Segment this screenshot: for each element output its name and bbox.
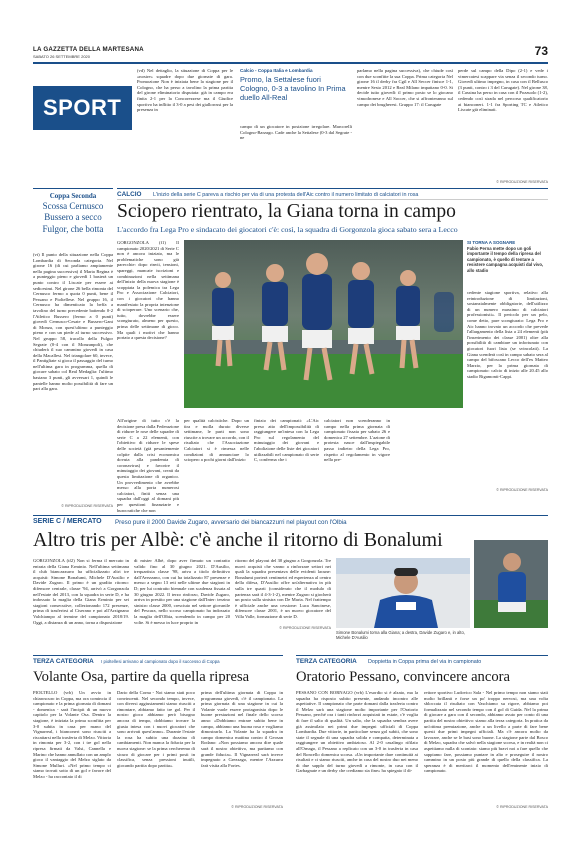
terza-left-title: Volante Osa, partire da quella ripresa	[33, 669, 250, 685]
terza-left-tag-bar	[33, 655, 283, 667]
terza-right-col-1: PESSANO CON BORNAGO (vrb) L'esordio si è alzato, ma la squadra ha risposto subito presente, andando incontro alle aspettative. Il campionato che parte domani dalla trasferta contro il Melzo sarà una stagione molto importante per l'Oratorio Pessano, perché ora i tanti rinforzi acquistati in estate, c'è voglia di fare il salto di qualità. Un salto, che la squadra sembra avere già assimilato nei primi due impegni ufficiali di Coppa Lombardia. Due vittorie, in particolare senza gol subiti, che sono state il segnale di una squadra solida e compatta, determinata a raggiungere un obiettivo ambizioso. Al 2-0 casalingo rifilato all'Ornago, il Pessano a replicato con un 3-0 in trasferta in casa del Roncello domenica scorsa. «Un importante dare continuità ai risultati e ci siamo riusciti, anche in casa del nostro duo nei meno di due sapplo del turno giovedì a rimonte, in casa con il Garbagnate e un derby che crediamo sia fine» ha spiegato il di-	[296, 690, 418, 774]
main-story-tag: CALCIO	[117, 191, 142, 198]
seriec-photo-right	[474, 540, 548, 628]
seriec-col-2: di mister Albè, dopo aver firmato un contratto valido fino al 30 giugno 2021. D'Ausilio, trequartista classe '98, ariva a titolo definitivo dall'Avezzano, con cui ha totalizzato 87 presenze e messo a segno 13 reti nelle ultime due stagioni in D; per lui contratto biennale con scadenza fissata al 30 giugno 2022. Il terzo rinforzo, Davide Zugaro, arriva in prestito per una stagione dall'Inter: terzino sinistro classe 2000, cresciuto nel settore giovanile del Pescara, nello scorso campionato ha indossato la maglia dell'Olbia, scendendo in campo per 20 volte. Si è messo in luce proprio in	[134, 558, 230, 625]
main-story-title: Sciopero rientrato, la Giana torna in campo	[117, 201, 456, 222]
main-col-2: All'origine di tutto c'è la decisione presa dalla Federazione di ridurre le rose delle squadre di serie C a 22 elementi, con l'obiettivo di ridurre le spese delle società (già pesantemente colpite dalla crisi economica dovuta alla pandemia di coronavirus) e favorire il minutaggio dei giovani, creati da questa limitazione di organico. Un provvedimento che avrebbe messo alla porta numerosi calciatori, finiti senza una squadra dall'oggi al domani più per questioni finanziarie e burocratiche che non	[117, 418, 179, 513]
seriec-col-3: ritorno del playout del 30 giugno a Gorgonzola. Tre nuovi acquisti che vanno a rinforzare settori nei quali la squadra presentava delle evidenti lacune: Bonalumi porterà centimetri ed esperienza al centro della difesa, D'Ausilio offre un'alternativa in più sulla tre quarti (considerato che il modulo di partenza sarà il 4-3-1-2), mentre Zugaro si giocherà un posto sulla sinistra con De Maria. Nel frattempo è ufficiale anche una cessione: Luca Sancinese, difensore classe 2001, è un nuovo giocatore del Villa Valle, formazione di serie D.	[235, 558, 331, 619]
section-label: SPORT	[43, 95, 122, 120]
terza-left-col-1: PIOLTELLO (vrb) Un avvio in chiaroscuro in Coppa, ma ora comincia il campionato e la prima giornata di domani - domenica - sarà l'incipit di un nuovo capitolo per la Volante Osa. Dentro la stagione, è iniziata la prima sconfitta per 3-0 subita in casa per mano del Vignarreal, i bianconeri sono riusciti a riscattarsi nella trasferta di Melzo. Vittoria in rimonta per 3-2, con i tre gol nella ripresa firmati da Valsi, Cannella e Marino che hanno annullato con un amplo gioco il vantaggio del Melzo siglato da Simone Mulluri. «Nel primo tempo ci siamo trovati sotto di un gol e favore del Melzo - ha raccontato il di	[33, 690, 111, 779]
terza-left-deck: I pioltellesi arrivano al campionato dopo il successo di Coppa	[101, 658, 220, 664]
main-caption-head: SI TORNA A SOGNARE	[467, 240, 516, 245]
seriec-col-1: GORGONZOLA (tf2) Non si ferma il mercato in entrata della Giana Erminio. Nell'ultima settimana il club biancazzurro ha ufficializzato altri tre acquisti: Simone Bonalumi, Michele D'Ausilio e Davide Zugaro. Il primo è un gradito ritorno: difensore centrale, classe '94, arrivò a Gorgonzola nell'estate del 2013, con la squadra in serie D, e ha indossato la maglia della Giana Erminio per sei stagioni consecutive, collezionando 172 presenze, prima di trasferirsi al Ciserano e poi all'Arzignano Valchiampo al termine del campionato 2018/19. Oggi, a distanza di un anno, torna a disposizione	[33, 558, 129, 625]
top-article-text-1: (vd) Nel dettaglio, la situazione di Coppa per le «nostre» squadre dopo due giornate di gara. Promozione Non è iniziata bene la stagione per il Cologno, che ha perso a tavolino la prima partita del girone eliminatorio disputata: già in campo era finita 2-1 per la Concorezzese ma il Giudice sportivo ha inflitto il 3-0 a pesi dei giallorossi per la presenza in	[137, 68, 233, 113]
top-article-kicker: Calcio - Coppa Italia e Lombardia	[240, 68, 313, 73]
main-col-3: per qualità calcistiche. Dopo un tira e molla durato diverse settimane, le parti non sono riuscite a trovare un accordo, con il risultato che l'Associazione Calciatori si è rimessa nelle condizioni di annunciare lo sciopero a pochi giorni dall'inizio	[184, 418, 249, 463]
seriec-signature: © RIPRODUZIONE RISERVATA	[279, 626, 331, 630]
main-tag-bar	[117, 188, 548, 200]
main-story-deck: L'inizio della serie C pareva a rischio per via di una protesta dell'Aic contro il numero limitato di calciatori in rosa	[153, 191, 419, 198]
top-article-text-3: parlamo nella pagina successiva), che chiude così con due sconfitte la sua Coppa. Prima categoria Nel girone 16 il derby fra Cgil e All Seccer finisce 1-1, mentre Sesto 2012 e Real Milano impattano 0-0. Si decide tutto giovedì: il primo posto se lo giocano vimodronese e All Soccer, che si affronteranno sul campo dei brugheresi. Gruppo 17: il Carugate	[357, 68, 453, 107]
top-article-text-4: perde sul campo della Dipo (2-1) e vede i vimercatesi scappare via senza il secondo turno. Giovedì ultimo impegno, in casa con il Bellusco (3 punti, contro i 3 del Carugate). Nel girone 38, il Cassina ha perso in casa con il Pozzuolo (1-2), cedendo così strada nel percorso qualificatorio ai bianconeri. 1-1 fra Sporting TC e Atletico Liscate già eliminati.	[458, 68, 548, 113]
main-signature: © RIPRODUZIONE RISERVATA	[496, 488, 548, 492]
terza-left-tag: TERZA CATEGORIA	[33, 658, 94, 665]
masthead-name: LA GAZZETTA DELLA MARTESANA	[33, 46, 144, 53]
terza-right-tag-bar	[296, 655, 548, 667]
terza-right-title: Oratorio Pessano, convincere ancora	[296, 669, 510, 685]
terza-right-signature: © RIPRODUZIONE RISERVATA	[496, 805, 548, 809]
main-col-4: finizio dei campionati: «L'Aic preso atto dell'impossibilità di raggiungere un'intesa con la Lega Pro sul regolamento del minutaggio dei giovani e l'abolizione delle liste dei giocatori utilizzabili nel campionato di serie C, conferma che i	[254, 418, 319, 463]
main-col-6: cedente stagione sportiva, relativo alla reintroduzione di limitazioni, sostanzialmente obbligatorie, dell'utilizzo di un numero massimo di calciatori professionisti». Il pericolo per un pelo, come detto, pare scongiurato: Lega Pro e Aic hanno trovato un accordo che prevede l'allargamento della lista a 24 elementi (più l'inserimento dei classe 2001) oltre alla possibilità di cambiare un infortunato con giocatori fuori lista (se svincolati). La Giana scenderà così in campo sabato sera al campo del bifoscano Lecco dell'ex Matteo Marzio, per la prima giornata di campionato: calcio di inizio alle 20.45 allo stadio Rigamonti-Cappi.	[467, 290, 548, 379]
terza-right-tag: TERZA CATEGORIA	[296, 658, 357, 665]
top-article-text-2: campo di un giocatore in posizione irregolare. Marcorelli Cologno-Barzago. Cade anche la Settalese (0-3 dal Segrate - ne	[240, 124, 352, 141]
seriec-tag: SERIE C / MERCATO	[33, 518, 102, 525]
terza-right-deck: Doppietta in Coppa prima del via in campionato	[368, 658, 482, 665]
football-players-photo	[184, 240, 463, 408]
masthead-rule	[33, 62, 548, 64]
seriec-photo-main	[336, 558, 470, 628]
player-portrait-photo	[336, 558, 470, 628]
top-article-signature: © RIPRODUZIONE RISERVATA	[496, 180, 548, 184]
main-caption: Fabio Perna mette dopo un goli importante il tempo della ripresa del campionato, è quello di tentare a resistere campagna acquisti dal vivo, allo stadio	[467, 246, 544, 273]
masthead-date: SABATO 26 SETTEMBRE 2020	[33, 54, 90, 59]
seriec-tag-bar	[33, 515, 548, 527]
sidebar-title: Scossa Cernusco Bussero a secco Fulgor, che botta	[42, 201, 104, 234]
page-number: 73	[534, 44, 548, 58]
main-photo	[184, 240, 463, 408]
seriec-deck: Preso pure il 2000 Davide Zugaro, avversario dei biancazzurri nel playout con l'Olbia	[115, 518, 347, 526]
main-col-1: GORGONZOLA (f1) Il campionato 2020/2021 di Serie C non è ancora iniziato, ma le problematiche sono già parecchie: dopo rinvii, tensioni, spareggi, mancate iscrizioni e combinazioni nella settimana dell'inizio della nuova stagione è scoppiata la polemica tra Lega Pro e Associazione Calciatori, con i giocatori che hanno manifestato la propria intenzione di scioperare. Uno scenario che, tutto, dovrebbe essere scongiurato, almeno per questo, prima delle settimane di gioco. Ma quali i motivi che hanno portato a questa decisione?	[117, 240, 179, 341]
section-banner	[33, 86, 132, 130]
terza-left-col-2: Dario della Corna - Noi siamo stati poco convincenti. Nel secondo tempo, invece, con diversi aggiustamenti siamo riusciti a rimontare, abbiamo fatto tre gol. Per il nostro gioco abbiamo però bisogno ancora di tempo, dobbiamo trovare la giusta intesa con i nuovi giocatori che sono arrivati quest'anno». Durante l'estate la rosa ha subito una dozzina di cambiamenti. Non manca la fiducia per la nuova stagione: se la prima cercheremo di sicuro di giocare per i primi posti in classifica, senza pressioni inutili, giocando partita dopo partita».	[117, 690, 195, 768]
main-story-subtitle: L'accordo fra Lega Pro e sindacato dei giocatori c'è: così, la squadra di Gorgonzola gioca sabato sera a Lecco	[117, 225, 458, 234]
player-photo	[474, 540, 548, 628]
main-col-5: calciatori non scenderanno in campo nella prima giornata di campionato fissata per sabato 26 e domenica 27 settembre. L'azione di protesta nasce dall'inspiegabile passo indietro della Lega Pro, rispetto al regolamento in vigore nella pre-	[324, 418, 390, 463]
sidebar-kicker: Coppa Seconda	[49, 192, 97, 200]
terza-right-col-2: rettore sportivo Ludovico Sala - Nel primo tempo non siamo stati molto brillanti e forse un po' troppo nervosi, ma una volta sbloccata il risultato con Vaschiamo su rigore, abbiamo poi formalizzato nel secondo tempo con il gol di Guida. Nel la prima di giocare a gara con il secondo, abbiamo avuto per conto di una partita del nostro obiettivo: siamo alla terza categoria. In pratica da un'ottima premiazione, anche a un livello a parte di fare bene questi due primi impegni ufficiali. Ma c'è ancora molto da lavorare, anche se le basi sono buone. La stagione parte dal Bosco di Melzo, squadra che salvò nella stagione scorsa, e in realtà non ci aspettiamo nulla di scontato: siamo più bravi noi a fare quello che sappiamo fare, possiamo puntare in alto e proseguire il nostro cammino in un posto più grande di quello della classifica. La speranza è di meritarci il momento dell'eminente inizio di campionato.	[424, 690, 548, 774]
seriec-caption: Simone Bonalumi torna alla Giana; a destra, Davide Zugaro e, in alto, Michele D'Ausilio	[336, 630, 465, 641]
terza-left-signature: © RIPRODUZIONE RISERVATA	[231, 805, 283, 809]
terza-left-col-3: prima dell'ultima giornata di Coppa in programma giovedì, c'è il campionato. La prima giornata di una stagione in cui la Volante vuole essere protagonista dopo le buone prestazioni nel finale dello scorso anno: «Dobbiamo entrare subito bene in campo, abbiamo una buona rosa e vogliamo dimostrarlo. La Volante ha la squadra in campo domenica mattina contro il Geosan Rodano: «Non possiamo ancora dire quale sarà il nostro obiettivo, ma partiamo con grande fiducia». Il Vignarreal sarà invece impegnato a Grezzago, mentre l'Azzurra farà visita alla Fortes.	[201, 690, 283, 768]
top-article-title: Promo, la Settalese fuori Cologno, 0-3 a tavolino In Prima duello All-Real	[240, 75, 346, 102]
sidebar-rule	[33, 188, 113, 189]
seriec-title: Altro tris per Albè: c'è anche il ritorno di Bonalumi	[33, 529, 443, 551]
sidebar-signature: © RIPRODUZIONE RISERVATA	[61, 504, 113, 508]
sidebar-text: (vt) Il punto della situazione nella Coppa Lombardia di Seconda categoria. Nel girone 16 (di cui parliamo ampiamente nella pagina successiva) il Maria Regina è a punteggio pieno e giovedì 1 basterà un punto contro il Liscate per essere ai sedicesimi. Nel girone 26 bella rimonta del Cernusco fermo a quota 0 punti, bene il Pessano e Pioltellese. Nel gruppo 16, il Cernusco ha dimenticato la beffa a tavolino del turno precedente battendo 0-2 l'Atletico Bussero (fermo a 0 punti) giovedì Cernusco-Cesate e Bussero-Gani di Monza, con quest'ultimo a punteggio pieno e con un piede al turno successivo. Nel gruppo 58, tracollo della Fulgor Segrate (0-4 con il Monzanpoli), che chiuderà il suo cammino giovedì in casa della Macallesi. Nel triangolare 60, invece, il Pantigliate si gioca il passaggio del turno nell'ultima gara in programma, quella di giocare sabato col Real Medaglia: l'ultimo bastano 3 punti, gli avversari 1, quindi le pantelle hanno molto possibilità di fare un pari alla gara.	[33, 252, 113, 392]
